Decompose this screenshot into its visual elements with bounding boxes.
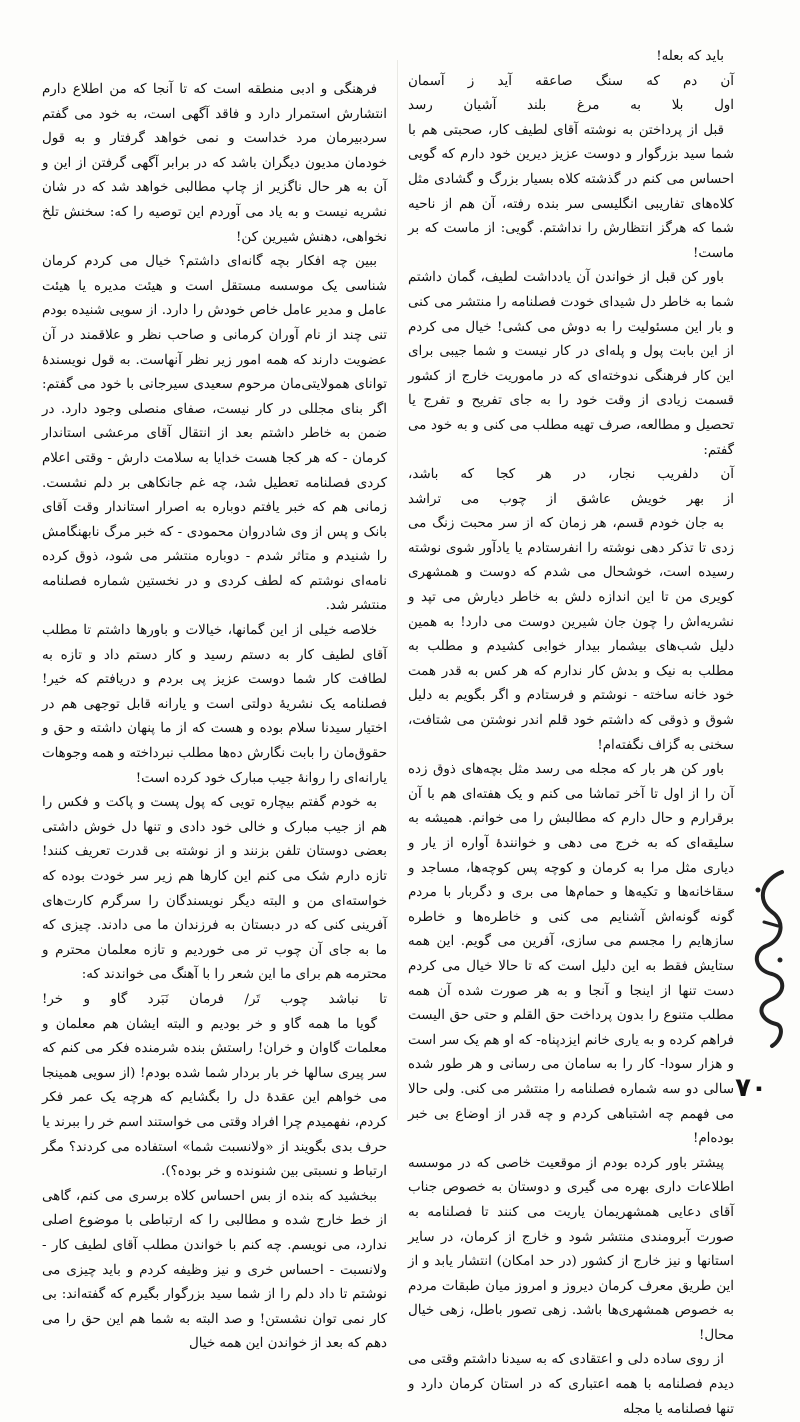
poem-line: آن دلفریب نجار، در هر کجا که باشد، [408, 467, 734, 483]
poem-line: تا نباشد چوب تَر/ فرمان نَبَرد گاو و خر! [42, 991, 387, 1007]
left-text-column [42, 78, 387, 1352]
paragraph: گویا ما همه گاو و خر بودیم و البته ایشان هم معلمان و معلمات گاوان و خران! راستش بنده شرمنده فکر می کنم که سر پیری سالها خر بار بردار شما شده بودم! (از سویی همینجا می خواهم این عقدهٔ دل را بگشایم که هرچه یک عمر فکر کردم، نفهمیدم چرا افراد وقتی می خواستند اسم خر را ببرند یا حرف بدی بگویند از «ولانسبت شما» استفاده می کردند؟ مگر ارتباط و نسبتی بین شنونده و خر بوده؟). [42, 1016, 387, 1180]
poem-line: آن دم که سنگ صاعقه آید ز آسمان [408, 73, 734, 89]
paragraph: باید که بعله! [656, 49, 724, 64]
kerman-logo [742, 860, 794, 1060]
paragraph: فرهنگی و ادبی منطقه است که تا آنجا که من اطلاع دارم انتشارش استمرار دارد و فاقد آگهی است، به خود می گفتم سردبیرمان مرد خداست و نمی خواهد گرفتار و به قول خودمان مدیون دیگران باشد که در برابر آگهی گرفتن از این و آن به هر حال ناگزیر از چاپ مطالبی خواهد شد که در شان نشریه نیست و به یاد می آوردم این توصیه را که: سخنش تلخ نخواهی، دهنش شیرین کن! [42, 82, 387, 245]
paragraph: به خودم گفتم بیچاره تویی که پول پست و پاکت و فکس را هم از جیب مبارک و خالی خود دادی و تنها دل خوش داشتی بعضی دوستان تلفن بزنند و از نوشته بی قدرت تعریف کنند! تازه دارم شک می کنم این کارها هم زیر سر خودت بوده که خواسته‌ای من و البته دیگر نویسندگان را سرگرم کارت‌های آفرینی کنی که در دبستان به فرزندان ما می دادند. چیزی که ما به جای آن چوب تر می خوردیم و تازه معلمان محترم و محترمه هم برای ما این شعر را با آهنگ می خواندند که: [42, 795, 387, 983]
column-gutter [397, 60, 398, 1120]
right-text-column [408, 45, 734, 1417]
paragraph: خلاصه خیلی از این گمانها، خیالات و باورها داشتم تا مطلب آقای لطیف کار به دستم رسید و کار دستم داد و تازه به لطافت کار شما دوست عزیز پی بردم و دریافتم که خیر! فصلنامه یک نشریهٔ دولتی است و یارانه قابل توجهی هم در اختیار سیدنا سلام بوده و هست که از ما پنهان داشته و حق و حقوق‌مان را بابت نگارش ده‌ها مطلب نبرداخته و همه وجوهات یارانه‌ای را روانهٔ جیب مبارک خود کرده است! [42, 623, 387, 786]
paragraph: باور کن هر بار که مجله می رسد مثل بچه‌های ذوق زده آن را از اول تا آخر تماشا می کنم و یک هفته‌ای هم با آن برقرارم و حال دارم که مطالبش را می خوانم. همیشه به سلیقه‌ای که به خرج می دهی و خوانندهٔ آواره از یار و دیاری مثل مرا به کرمان و کوچه پس کوچه‌ها، مساجد و سقاخانه‌ها و تکیه‌ها و حمام‌ها می بری و دگربار با مردم گونه گونه‌اش آشنایم می کنی و خاطره‌ها و خاطره سازهایم را مجسم می سازی، آفرین می گویم. این همه ستایش فقط به این دلیل است که تا حالا خیال می کردم دست تنها از اینجا و آنجا و به هر صورت شده آن همه مطلب متنوع را بدون پرداخت حق القلم و حتی حق الیست فراهم کرده و به یاری خانم ایزدپناه- که او هم یک سر است و هزار سودا- کار را به سامان می رسانی و هر طور شده سالی دو سه شماره فصلنامه را منتشر می کنی. ولی حالا می فهمم چه اشتباهی کردم و چه قدر از اوضاع بی خبر بوده‌ام! [408, 762, 734, 1147]
paragraph: باور کن قبل از خواندن آن یادداشت لطیف، گمان داشتم شما به خاطر دل شیدای خودت فصلنامه را منتشر می کنی و بار این مسئولیت را به دوش می کشی! خیال می کردم از این بابت پول و پله‌ای در کار نیست و شما جیبی برای این کار فرهنگی ندوخته‌ای که در ماموریت خارج از کشور قسمت زیادی از وقت خود را به جای تفریح و تفرج یا تحصیل و مطالعه، صرف تهیه مطلب می کنی و به خود می گفتم: [408, 270, 734, 458]
paragraph: ببخشید که بنده از بس احساس کلاه برسری می کنم، گاهی از خط خارج شده و مطالبی را که ارتباطی با موضوع اصلی ندارد، می نویسم. چه کنم با خواندن مطلب آقای لطیف کار - ولانسبت - احساس خری و نیز وظیفه کردم و باید چیزی می نوشتم تا داد دلم را از شما سید بزرگوار بگیرم که گفته‌اند: بی کار نمی توان نشستن! و صد البته به شما هم این حق را می دهم که بعد از خواندن این همه خیال [42, 1188, 387, 1352]
paragraph: پیشتر باور کرده بودم از موقعیت خاصی که در موسسه اطلاعات داری بهره می گیری و دوستان به خصوص جناب آقای دعایی همشهریمان یاریت می کنند تا فصلنامه به صورت آبرومندی منتشر شود و خارج از کرمان، در سایر استانها و نیز خارج از کشور (در حد امکان) انتشار یابد و از این طریق معرف کرمان دیروز و امروز میان طبقات مردم به خصوص همشهری‌ها باشد. زهی تصور باطل، زهی خیال محال! [408, 1155, 734, 1343]
poem-line: از بهر خویش عاشق از چوب می تراشد [408, 491, 734, 507]
poem-line: اول بلا به مرغ بلند آشیان رسد [408, 98, 734, 114]
page-number: ۷۰ [735, 1073, 767, 1103]
paragraph: از روی ساده دلی و اعتقادی که به سیدنا داشتم وقتی می دیدم فصلنامه با همه اعتباری که در استان کرمان دارد و تنها فصلنامه یا مجله [408, 1352, 734, 1417]
paragraph: ببین چه افکار بچه گانه‌ای داشتم؟ خیال می کردم کرمان شناسی یک موسسه مستقل است و هیئت مدیره یا هیئت عامل و مدیر عامل خاص خودش را دارد. از سویی شنیده بودم تنی چند از نام آوران کرمانی و صاحب نظر و علاقمند در آن عضویت دارند که همه امور زیر نظر آنهاست. به قول نویسندهٔ توانای همولایتی‌مان مرحوم سعیدی سیرجانی با خود می گفتم: اگر بنای مجللی در کار نیست، صفای منصلی وجود دارد. در ضمن به خاطر داشتم بعد از انتقال آقای مرعشی استاندار کرمان - که هر کجا هست خدایا به سلامت دارش - وقتی اعلام کردی فصلنامه تعطیل شد، چه غم جانکاهی بر دلم نشست. زمانی هم که خبر یافتم دوباره به اصرار استاندار وقت آقای بانک و پس از وی شادروان محمودی - که خبر مرگ نابهنگامش را شنیدم و متاثر شدم - دوباره منتشر می شود، ذوق کرده نامه‌ای نوشتم که لطف کردی و در نخستین شماره فصلنامه منتشر شد. [42, 254, 387, 614]
paragraph: به جان خودم قسم، هر زمان که از سر محبت زنگ می زدی تا تذکر دهی نوشته را انفرستادم یا یادآور شوی نوشته رسیده است، خوشحال می شدم که دوست و همشهری کویری من تا این اندازه دلش به خاطر دیارش می تپد و نشریه‌اش را چون جان شیرین دوست می دارد! به همین دلیل شب‌های بیشمار بیدار خوابی کشیدم و مطلب به مطلب به نیک و بدش کار ندارم که هر کس به قدر همت خود خانه ساخته - نوشتم و فرستادم و اگر بگویم به دلیل شوق و ذوقی که داشتم خود قلم اندر نوشتن می شتافت، سخنی به گزاف نگفته‌ام! [408, 516, 734, 753]
paragraph: قبل از پرداختن به نوشته آقای لطیف کار، صحبتی هم با شما سید بزرگوار و دوست عزیز دیرین خود دارم که گویی احساس می کنم در گذشته کلاه بسیار بزرگ و گشادی مثل کلاه‌های تفاریبی انگلیسی سر بنده رفته، آن هم از ناحیه شما که هرگز انتظارش را نداشتم. گویی: از ماست که بر ماست! [408, 122, 734, 261]
